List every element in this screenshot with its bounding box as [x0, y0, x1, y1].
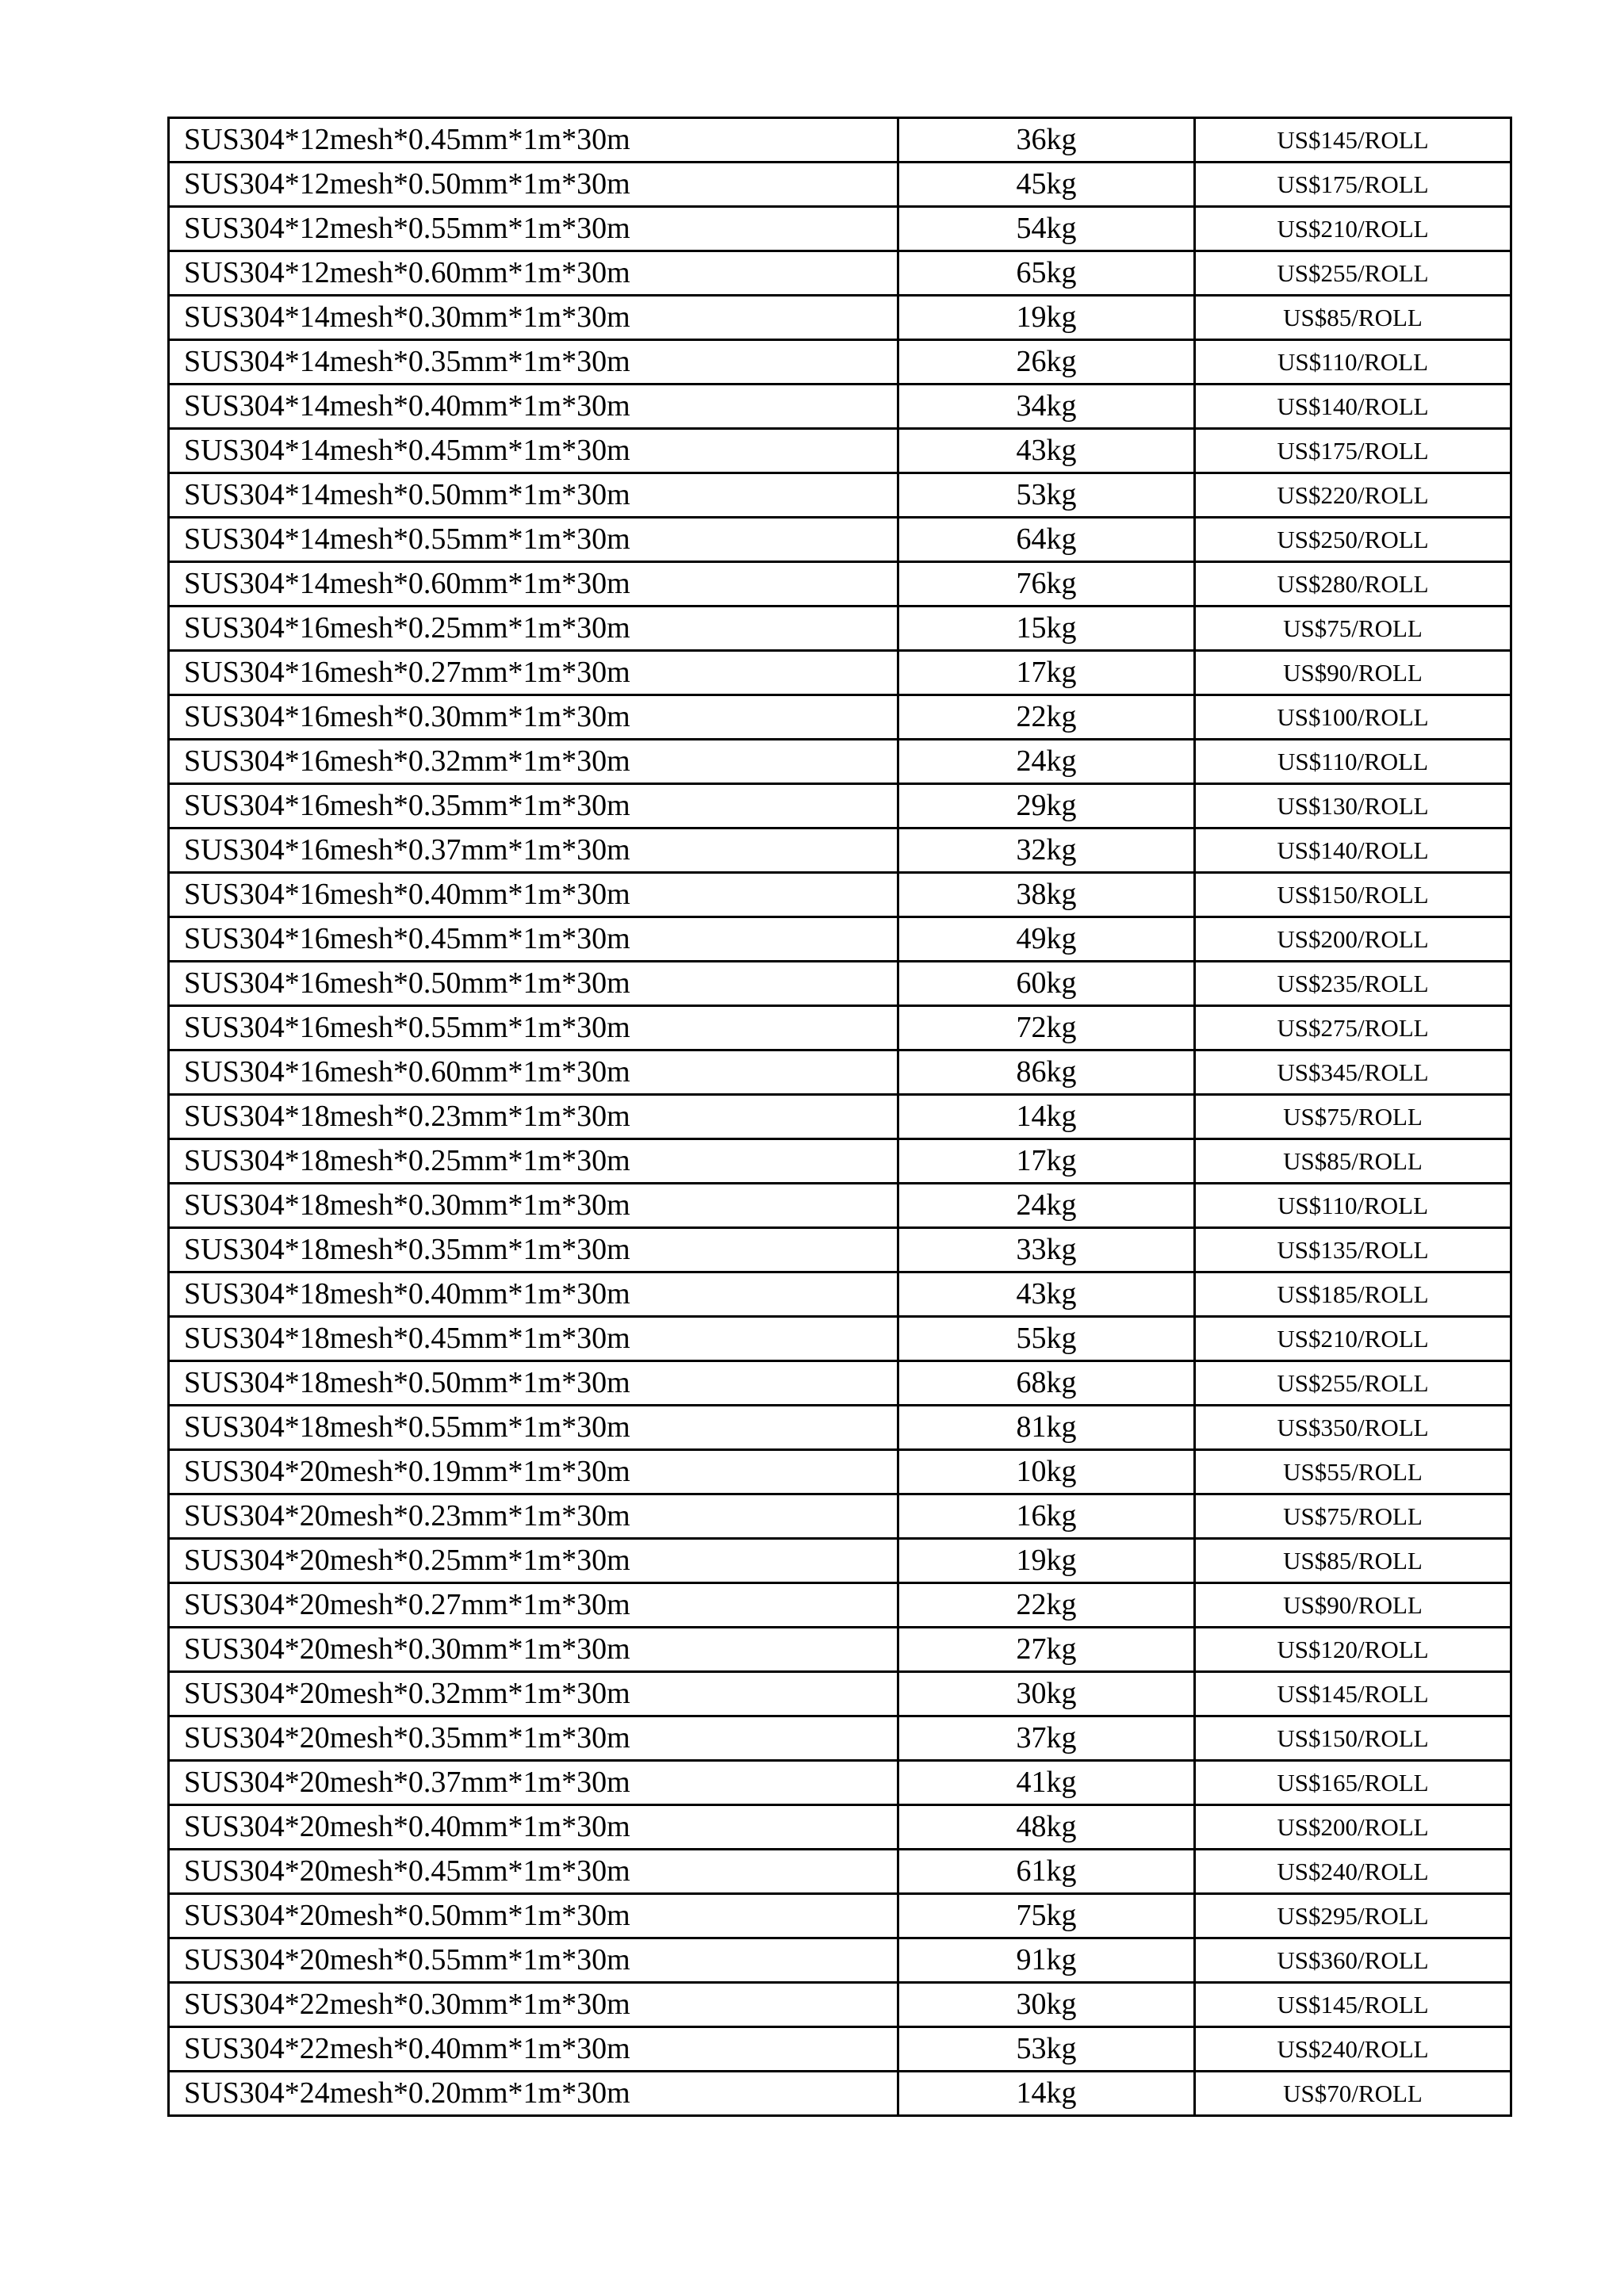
table-row	[169, 607, 1511, 651]
spec-cell: SUS304*20mesh*0.23mm*1m*30m	[169, 1494, 898, 1539]
spec-cell: SUS304*18mesh*0.30mm*1m*30m	[169, 1184, 898, 1228]
spec-cell: SUS304*16mesh*0.60mm*1m*30m	[169, 1050, 898, 1095]
weight-cell: 53kg	[898, 2027, 1195, 2072]
table-row	[169, 1805, 1511, 1850]
table-row	[169, 207, 1511, 251]
spec-cell: SUS304*18mesh*0.45mm*1m*30m	[169, 1317, 898, 1361]
weight-cell: 65kg	[898, 251, 1195, 296]
table-row	[169, 651, 1511, 695]
price-cell: US$255/ROLL	[1195, 1361, 1511, 1406]
spec-cell: SUS304*16mesh*0.25mm*1m*30m	[169, 607, 898, 651]
table-row	[169, 1539, 1511, 1583]
table-row	[169, 1406, 1511, 1450]
table-row	[169, 1184, 1511, 1228]
spec-cell: SUS304*12mesh*0.45mm*1m*30m	[169, 118, 898, 163]
price-cell: US$345/ROLL	[1195, 1050, 1511, 1095]
weight-cell: 43kg	[898, 1272, 1195, 1317]
weight-cell: 48kg	[898, 1805, 1195, 1850]
price-cell: US$185/ROLL	[1195, 1272, 1511, 1317]
table-row	[169, 962, 1511, 1006]
spec-cell: SUS304*16mesh*0.32mm*1m*30m	[169, 740, 898, 784]
table-row	[169, 1761, 1511, 1805]
price-cell: US$210/ROLL	[1195, 1317, 1511, 1361]
weight-cell: 45kg	[898, 163, 1195, 207]
price-cell: US$110/ROLL	[1195, 1184, 1511, 1228]
weight-cell: 30kg	[898, 1672, 1195, 1716]
spec-cell: SUS304*12mesh*0.50mm*1m*30m	[169, 163, 898, 207]
weight-cell: 86kg	[898, 1050, 1195, 1095]
price-cell: US$85/ROLL	[1195, 296, 1511, 340]
weight-cell: 19kg	[898, 1539, 1195, 1583]
price-cell: US$220/ROLL	[1195, 473, 1511, 518]
price-cell: US$140/ROLL	[1195, 828, 1511, 873]
price-cell: US$145/ROLL	[1195, 1983, 1511, 2027]
table-row	[169, 296, 1511, 340]
price-cell: US$200/ROLL	[1195, 1805, 1511, 1850]
price-cell: US$175/ROLL	[1195, 163, 1511, 207]
price-cell: US$75/ROLL	[1195, 607, 1511, 651]
table-row	[169, 828, 1511, 873]
price-cell: US$85/ROLL	[1195, 1539, 1511, 1583]
price-cell: US$55/ROLL	[1195, 1450, 1511, 1494]
price-cell: US$250/ROLL	[1195, 518, 1511, 562]
weight-cell: 72kg	[898, 1006, 1195, 1050]
price-cell: US$140/ROLL	[1195, 385, 1511, 429]
table-row	[169, 429, 1511, 473]
price-cell: US$70/ROLL	[1195, 2072, 1511, 2116]
spec-cell: SUS304*16mesh*0.37mm*1m*30m	[169, 828, 898, 873]
weight-cell: 91kg	[898, 1938, 1195, 1983]
spec-cell: SUS304*22mesh*0.40mm*1m*30m	[169, 2027, 898, 2072]
price-cell: US$210/ROLL	[1195, 207, 1511, 251]
spec-cell: SUS304*14mesh*0.60mm*1m*30m	[169, 562, 898, 607]
spec-cell: SUS304*12mesh*0.55mm*1m*30m	[169, 207, 898, 251]
table-row	[169, 917, 1511, 962]
spec-cell: SUS304*16mesh*0.50mm*1m*30m	[169, 962, 898, 1006]
spec-cell: SUS304*14mesh*0.30mm*1m*30m	[169, 296, 898, 340]
weight-cell: 34kg	[898, 385, 1195, 429]
weight-cell: 64kg	[898, 518, 1195, 562]
table-row	[169, 562, 1511, 607]
weight-cell: 60kg	[898, 962, 1195, 1006]
weight-cell: 49kg	[898, 917, 1195, 962]
spec-cell: SUS304*16mesh*0.45mm*1m*30m	[169, 917, 898, 962]
spec-cell: SUS304*14mesh*0.40mm*1m*30m	[169, 385, 898, 429]
price-cell: US$280/ROLL	[1195, 562, 1511, 607]
weight-cell: 15kg	[898, 607, 1195, 651]
table-row	[169, 1317, 1511, 1361]
weight-cell: 14kg	[898, 2072, 1195, 2116]
table-row	[169, 340, 1511, 385]
price-cell: US$85/ROLL	[1195, 1139, 1511, 1184]
weight-cell: 10kg	[898, 1450, 1195, 1494]
weight-cell: 26kg	[898, 340, 1195, 385]
table-row	[169, 695, 1511, 740]
price-table-body	[169, 118, 1511, 2116]
spec-cell: SUS304*14mesh*0.35mm*1m*30m	[169, 340, 898, 385]
weight-cell: 32kg	[898, 828, 1195, 873]
table-row	[169, 2072, 1511, 2116]
spec-cell: SUS304*18mesh*0.40mm*1m*30m	[169, 1272, 898, 1317]
table-row	[169, 1139, 1511, 1184]
spec-cell: SUS304*16mesh*0.40mm*1m*30m	[169, 873, 898, 917]
spec-cell: SUS304*16mesh*0.55mm*1m*30m	[169, 1006, 898, 1050]
spec-cell: SUS304*20mesh*0.25mm*1m*30m	[169, 1539, 898, 1583]
table-row	[169, 1894, 1511, 1938]
weight-cell: 24kg	[898, 1184, 1195, 1228]
price-cell: US$145/ROLL	[1195, 1672, 1511, 1716]
weight-cell: 16kg	[898, 1494, 1195, 1539]
price-cell: US$200/ROLL	[1195, 917, 1511, 962]
weight-cell: 61kg	[898, 1850, 1195, 1894]
price-cell: US$110/ROLL	[1195, 740, 1511, 784]
table-row	[169, 518, 1511, 562]
price-cell: US$175/ROLL	[1195, 429, 1511, 473]
weight-cell: 41kg	[898, 1761, 1195, 1805]
table-row	[169, 163, 1511, 207]
price-cell: US$110/ROLL	[1195, 340, 1511, 385]
price-cell: US$120/ROLL	[1195, 1628, 1511, 1672]
weight-cell: 17kg	[898, 651, 1195, 695]
weight-cell: 81kg	[898, 1406, 1195, 1450]
price-cell: US$295/ROLL	[1195, 1894, 1511, 1938]
price-cell: US$350/ROLL	[1195, 1406, 1511, 1450]
price-cell: US$275/ROLL	[1195, 1006, 1511, 1050]
price-table	[167, 117, 1512, 2117]
weight-cell: 76kg	[898, 562, 1195, 607]
spec-cell: SUS304*12mesh*0.60mm*1m*30m	[169, 251, 898, 296]
weight-cell: 43kg	[898, 429, 1195, 473]
table-row	[169, 740, 1511, 784]
spec-cell: SUS304*16mesh*0.27mm*1m*30m	[169, 651, 898, 695]
weight-cell: 53kg	[898, 473, 1195, 518]
table-row	[169, 1050, 1511, 1095]
weight-cell: 54kg	[898, 207, 1195, 251]
table-row	[169, 385, 1511, 429]
spec-cell: SUS304*20mesh*0.32mm*1m*30m	[169, 1672, 898, 1716]
weight-cell: 36kg	[898, 118, 1195, 163]
spec-cell: SUS304*18mesh*0.23mm*1m*30m	[169, 1095, 898, 1139]
table-row	[169, 473, 1511, 518]
spec-cell: SUS304*20mesh*0.45mm*1m*30m	[169, 1850, 898, 1894]
weight-cell: 29kg	[898, 784, 1195, 828]
spec-cell: SUS304*14mesh*0.50mm*1m*30m	[169, 473, 898, 518]
spec-cell: SUS304*18mesh*0.25mm*1m*30m	[169, 1139, 898, 1184]
spec-cell: SUS304*20mesh*0.55mm*1m*30m	[169, 1938, 898, 1983]
price-cell: US$90/ROLL	[1195, 651, 1511, 695]
table-row	[169, 1628, 1511, 1672]
table-row	[169, 784, 1511, 828]
table-row	[169, 1938, 1511, 1983]
spec-cell: SUS304*20mesh*0.19mm*1m*30m	[169, 1450, 898, 1494]
price-cell: US$145/ROLL	[1195, 118, 1511, 163]
table-row	[169, 1583, 1511, 1628]
table-row	[169, 1228, 1511, 1272]
price-cell: US$130/ROLL	[1195, 784, 1511, 828]
table-row	[169, 873, 1511, 917]
weight-cell: 22kg	[898, 1583, 1195, 1628]
price-cell: US$135/ROLL	[1195, 1228, 1511, 1272]
table-row	[169, 251, 1511, 296]
spec-cell: SUS304*14mesh*0.45mm*1m*30m	[169, 429, 898, 473]
table-row	[169, 2027, 1511, 2072]
price-cell: US$255/ROLL	[1195, 251, 1511, 296]
table-row	[169, 1095, 1511, 1139]
table-row	[169, 1006, 1511, 1050]
spec-cell: SUS304*24mesh*0.20mm*1m*30m	[169, 2072, 898, 2116]
price-cell: US$100/ROLL	[1195, 695, 1511, 740]
weight-cell: 68kg	[898, 1361, 1195, 1406]
price-cell: US$90/ROLL	[1195, 1583, 1511, 1628]
price-cell: US$235/ROLL	[1195, 962, 1511, 1006]
weight-cell: 75kg	[898, 1894, 1195, 1938]
weight-cell: 38kg	[898, 873, 1195, 917]
spec-cell: SUS304*20mesh*0.27mm*1m*30m	[169, 1583, 898, 1628]
table-row	[169, 1983, 1511, 2027]
spec-cell: SUS304*22mesh*0.30mm*1m*30m	[169, 1983, 898, 2027]
weight-cell: 27kg	[898, 1628, 1195, 1672]
table-row	[169, 1850, 1511, 1894]
price-cell: US$360/ROLL	[1195, 1938, 1511, 1983]
table-row	[169, 1494, 1511, 1539]
weight-cell: 24kg	[898, 740, 1195, 784]
table-row	[169, 1672, 1511, 1716]
weight-cell: 22kg	[898, 695, 1195, 740]
spec-cell: SUS304*16mesh*0.35mm*1m*30m	[169, 784, 898, 828]
spec-cell: SUS304*18mesh*0.55mm*1m*30m	[169, 1406, 898, 1450]
weight-cell: 55kg	[898, 1317, 1195, 1361]
price-cell: US$165/ROLL	[1195, 1761, 1511, 1805]
weight-cell: 14kg	[898, 1095, 1195, 1139]
spec-cell: SUS304*18mesh*0.35mm*1m*30m	[169, 1228, 898, 1272]
price-cell: US$150/ROLL	[1195, 873, 1511, 917]
table-row	[169, 118, 1511, 163]
weight-cell: 33kg	[898, 1228, 1195, 1272]
spec-cell: SUS304*16mesh*0.30mm*1m*30m	[169, 695, 898, 740]
table-row	[169, 1716, 1511, 1761]
price-cell: US$240/ROLL	[1195, 1850, 1511, 1894]
weight-cell: 37kg	[898, 1716, 1195, 1761]
price-cell: US$150/ROLL	[1195, 1716, 1511, 1761]
spec-cell: SUS304*20mesh*0.37mm*1m*30m	[169, 1761, 898, 1805]
table-row	[169, 1272, 1511, 1317]
spec-cell: SUS304*20mesh*0.40mm*1m*30m	[169, 1805, 898, 1850]
spec-cell: SUS304*20mesh*0.50mm*1m*30m	[169, 1894, 898, 1938]
spec-cell: SUS304*18mesh*0.50mm*1m*30m	[169, 1361, 898, 1406]
weight-cell: 17kg	[898, 1139, 1195, 1184]
spec-cell: SUS304*14mesh*0.55mm*1m*30m	[169, 518, 898, 562]
table-row	[169, 1361, 1511, 1406]
price-cell: US$75/ROLL	[1195, 1095, 1511, 1139]
table-row	[169, 1450, 1511, 1494]
price-cell: US$240/ROLL	[1195, 2027, 1511, 2072]
spec-cell: SUS304*20mesh*0.30mm*1m*30m	[169, 1628, 898, 1672]
weight-cell: 30kg	[898, 1983, 1195, 2027]
price-cell: US$75/ROLL	[1195, 1494, 1511, 1539]
weight-cell: 19kg	[898, 296, 1195, 340]
spec-cell: SUS304*20mesh*0.35mm*1m*30m	[169, 1716, 898, 1761]
